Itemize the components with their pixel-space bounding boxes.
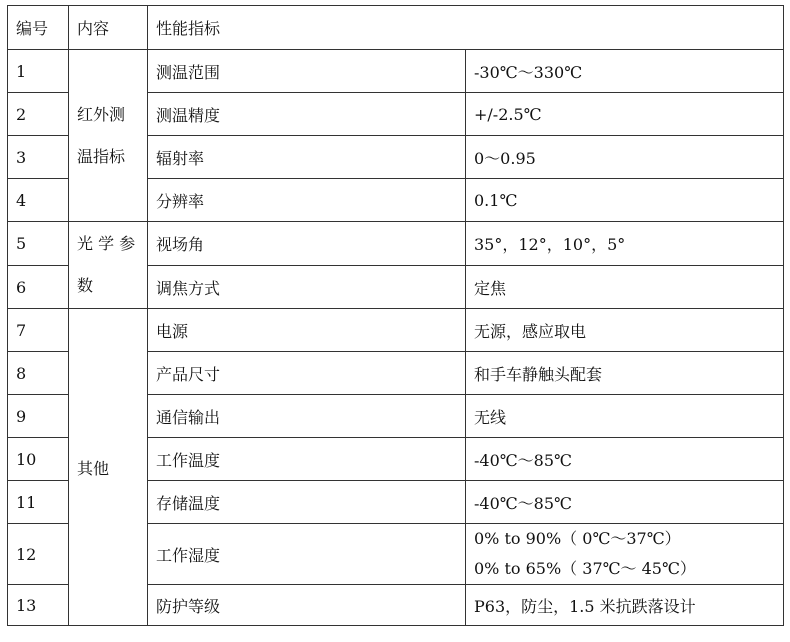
row-value: 35°，12°，10°，5°	[466, 222, 784, 266]
group-optical-line1: 光 学 参	[77, 234, 136, 253]
row-id: 3	[8, 136, 69, 179]
row-id: 9	[8, 395, 69, 438]
row-value: P63，防尘，1.5 米抗跌落设计	[466, 585, 784, 626]
group-other: 其他	[69, 309, 148, 626]
row-item: 电源	[148, 309, 466, 352]
row-value: 无线	[466, 395, 784, 438]
row-item: 工作湿度	[148, 524, 466, 585]
table-row	[8, 222, 784, 266]
row-id: 8	[8, 352, 69, 395]
row-value: -30℃～330℃	[466, 50, 784, 93]
row-id: 11	[8, 481, 69, 524]
row-id: 6	[8, 266, 69, 309]
row-item: 辐射率	[148, 136, 466, 179]
group-infrared-line1: 红外测	[77, 104, 126, 124]
row-value: +/-2.5℃	[466, 93, 784, 136]
row-value: 0.1℃	[466, 179, 784, 222]
row-id: 13	[8, 585, 69, 626]
group-infrared	[69, 50, 148, 222]
row-value: 0～0.95	[466, 136, 784, 179]
row-item: 测温精度	[148, 93, 466, 136]
table-row	[8, 309, 784, 352]
row-id: 1	[8, 50, 69, 93]
row-id: 4	[8, 179, 69, 222]
row-item: 工作温度	[148, 438, 466, 481]
value-line-1: 0% to 90%（ 0℃～37℃）	[474, 529, 681, 548]
header-id: 编号	[8, 6, 69, 50]
row-value: 和手车静触头配套	[466, 352, 784, 395]
row-value: -40℃～85℃	[466, 481, 784, 524]
row-id: 5	[8, 222, 69, 266]
table-header-row	[8, 6, 784, 50]
row-item: 分辨率	[148, 179, 466, 222]
group-infrared-line2: 温指标	[77, 146, 126, 166]
table-row	[8, 50, 784, 93]
row-value: -40℃～85℃	[466, 438, 784, 481]
row-item: 产品尺寸	[148, 352, 466, 395]
row-value	[466, 524, 784, 585]
row-item: 视场角	[148, 222, 466, 266]
row-id: 2	[8, 93, 69, 136]
row-id: 12	[8, 524, 69, 585]
row-value: 无源，感应取电	[466, 309, 784, 352]
spec-table	[7, 5, 784, 626]
row-value: 定焦	[466, 266, 784, 309]
row-item: 调焦方式	[148, 266, 466, 309]
group-optical-line2: 数	[77, 276, 94, 295]
row-item: 防护等级	[148, 585, 466, 626]
row-item: 通信输出	[148, 395, 466, 438]
value-line-2: 0% to 65%（ 37℃～ 45℃）	[474, 559, 696, 578]
row-id: 7	[8, 309, 69, 352]
header-group: 内容	[69, 6, 148, 50]
row-id: 10	[8, 438, 69, 481]
group-optical	[69, 222, 148, 309]
header-spec: 性能指标	[148, 6, 784, 50]
row-item: 测温范围	[148, 50, 466, 93]
row-item: 存储温度	[148, 481, 466, 524]
